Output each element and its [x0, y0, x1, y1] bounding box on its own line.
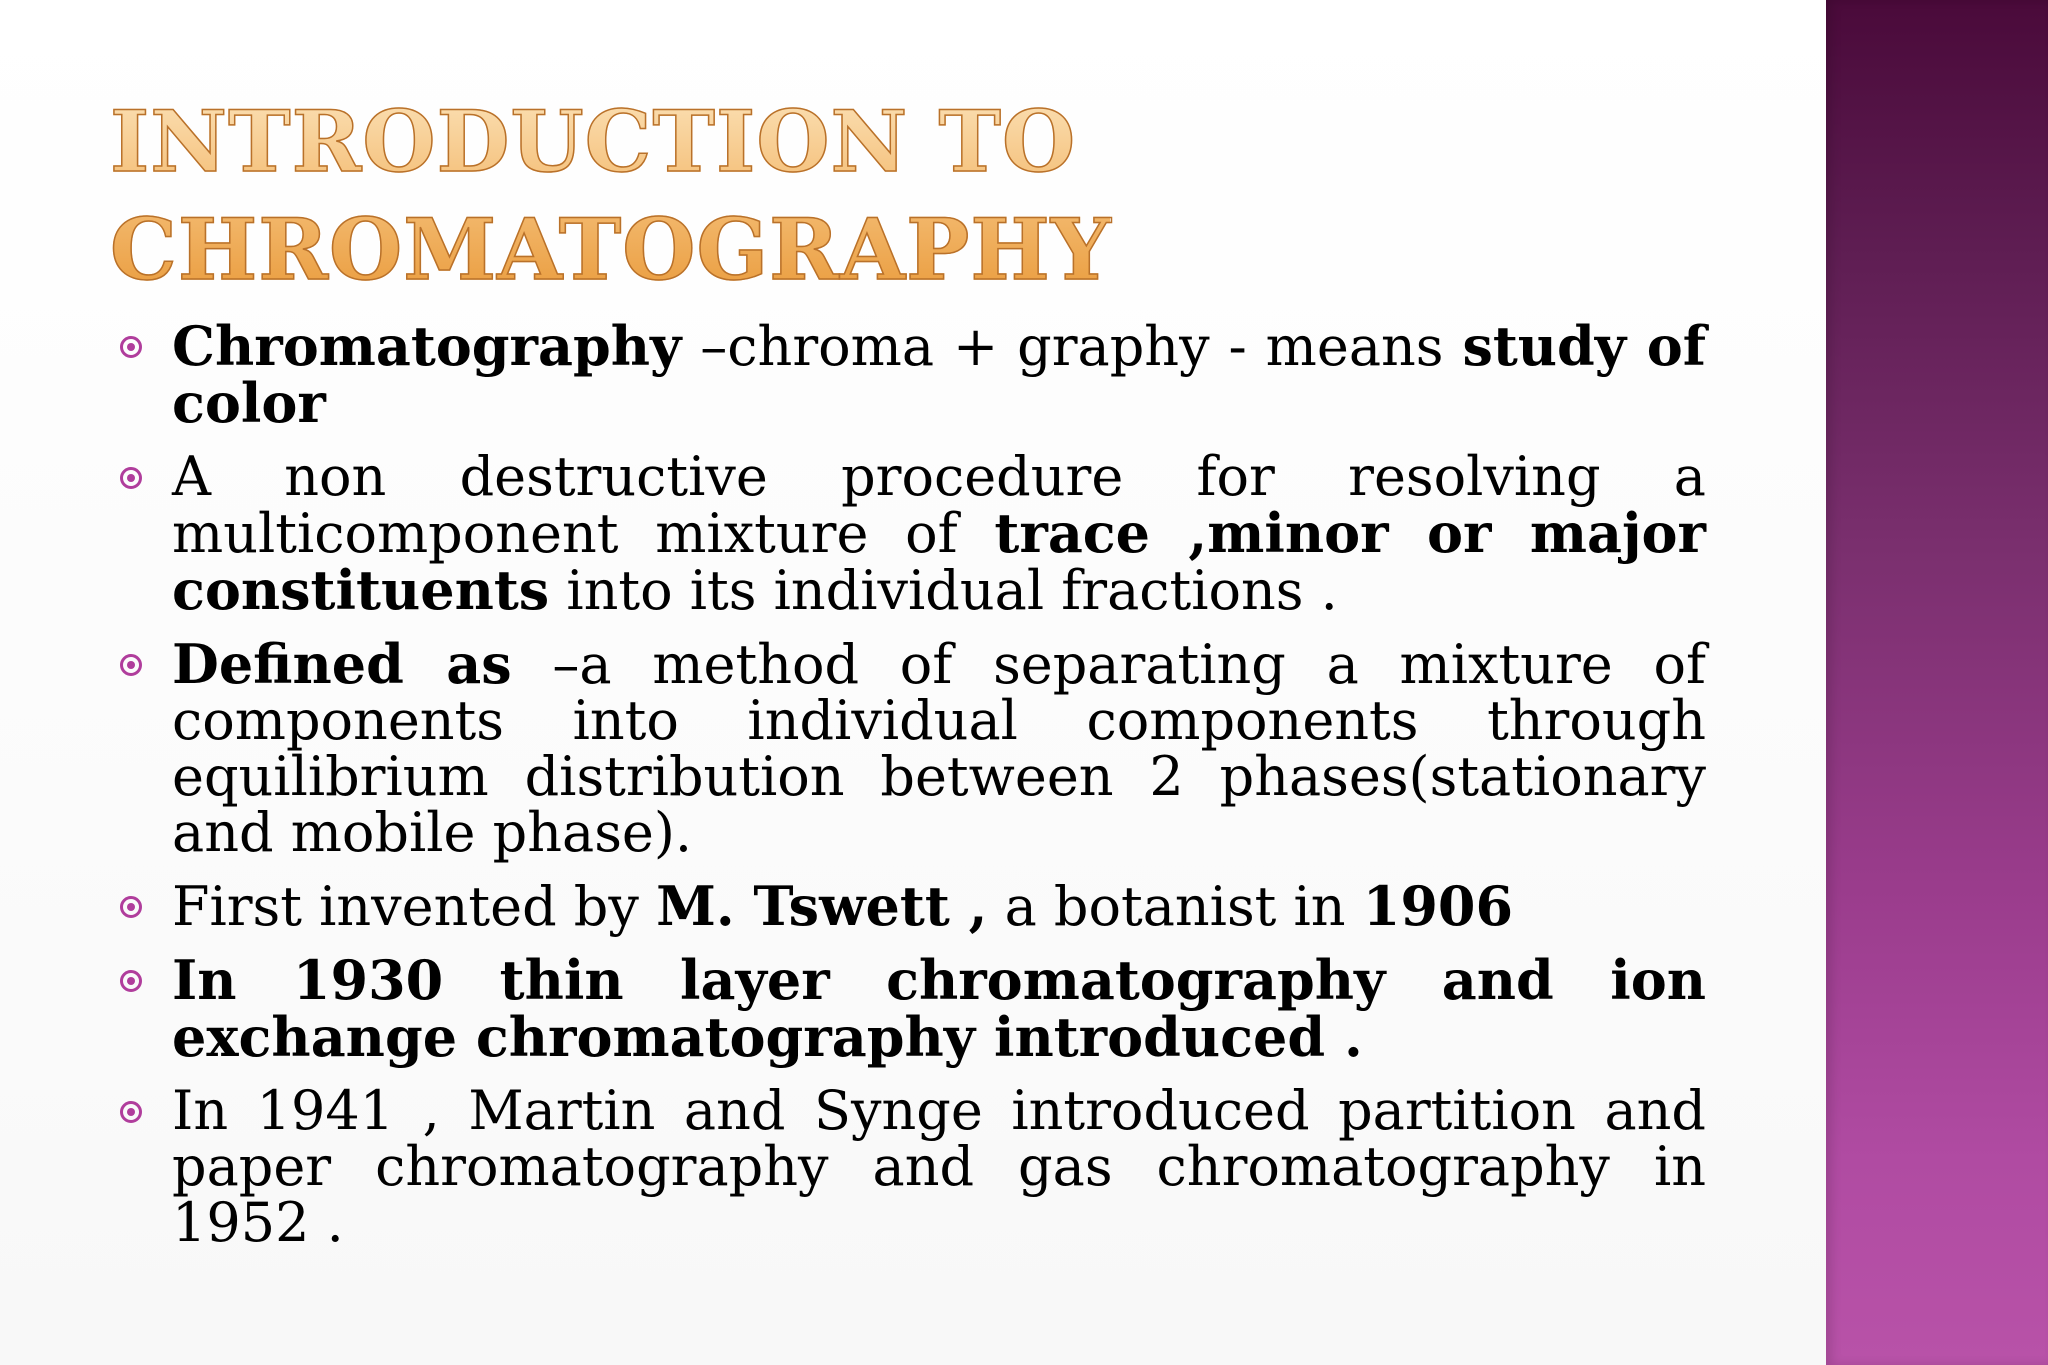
bullet-text-run: trace ,minor or major constituents	[172, 501, 1706, 622]
bullet-list	[110, 314, 1706, 1254]
bullet-text-run: a botanist in	[987, 875, 1363, 938]
bullet-circle-icon	[120, 654, 142, 676]
bullet-circle-icon	[120, 896, 142, 918]
bullet-text-run: First invented by	[172, 875, 657, 938]
bullet-item-1941	[110, 1079, 1706, 1254]
slide-title	[110, 88, 1110, 304]
bullet-text-run: In 1941 , Martin and Synge introduced partition and paper chromatography and gas chromatography in 1952 .	[172, 1079, 1706, 1254]
bullet-item-1930	[110, 948, 1706, 1069]
slide-title-line-2: CHROMATOGRAPHY	[110, 200, 1112, 299]
bullet-text-run: –a method of separating a mixture of components into individual components through equilibrium distribution between 2 phases(stationary and mobile phase).	[172, 633, 1706, 864]
bullet-text-run: M. Tswett ,	[656, 874, 988, 938]
slide-title-line-1: INTRODUCTION TO	[110, 92, 1077, 191]
bullet-circle-icon	[120, 336, 142, 358]
slide-content	[110, 314, 1706, 1254]
bullet-text-run: into its individual fractions .	[549, 559, 1338, 622]
bullet-text-run: A non destructive procedure for resolving a multicomponent mixture of	[172, 445, 1706, 565]
bullet-text-run: study of color	[172, 314, 1706, 435]
bullet-item-first-invented	[110, 874, 1706, 938]
bullet-circle-icon	[120, 970, 142, 992]
bullet-circle-icon	[120, 1101, 142, 1123]
bullet-item-defined-as	[110, 632, 1706, 864]
bullet-circle-icon	[120, 467, 142, 489]
bullet-item-procedure	[110, 445, 1706, 622]
decorative-side-band	[1826, 0, 2048, 1365]
bullet-text-run: Chromatography	[172, 314, 682, 378]
bullet-text-run: –chroma + graphy - means	[681, 315, 1463, 378]
bullet-text-run: 1906	[1362, 874, 1514, 938]
bullet-text-run: Defined as	[172, 632, 512, 696]
bullet-item-definition	[110, 314, 1706, 435]
bullet-text-run: In 1930 thin layer chromatography and ion exchange chromatography introduced .	[172, 948, 1706, 1069]
